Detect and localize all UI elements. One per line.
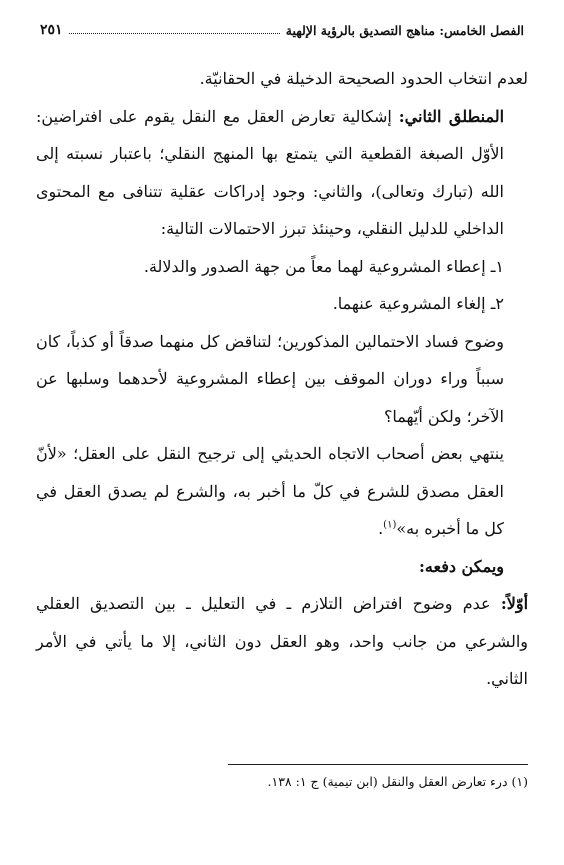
- page-number: ٢٥١: [40, 22, 63, 38]
- hadith-view-end: .: [378, 519, 384, 538]
- list-item-2: ٢ـ إلغاء المشروعية عنهما.: [332, 294, 504, 313]
- paragraph-first-point: [36, 585, 528, 698]
- list-item-1: ١ـ إعطاء المشروعية لهما معاً من جهة الصدور والدلالة.: [143, 256, 504, 276]
- first-point-text: عدم وضوح افتراض التلازم ـ في التعليل ـ بين التصديق العقلي والشرعي من جانب واحد، وهو العقل دون الثاني، إلا ما يأتي في الأمر الثاني.: [36, 594, 528, 688]
- header-dotted-leader: [69, 32, 280, 34]
- body-text: [36, 60, 528, 698]
- paragraph-clarity: وضوح فساد الاحتمالين المذكورين؛ لتناقض كل منهما صدقاً أو كذباً، كان سبباً وراء دوران الموقف بين إعطاء المشروعية لأحدهما وسلبها عن الآخر؛ ولكن أيّهما؟: [36, 331, 504, 426]
- paragraph-continuation: لعدم انتخاب الحدود الصحيحة الدخيلة في الحقانيّة.: [199, 69, 528, 88]
- chapter-title: الفصل الخامس: مناهج التصديق بالرؤية الإلهية: [285, 23, 524, 38]
- paragraph-second-premise: [36, 98, 528, 248]
- footnote: (١) درء تعارض العقل والنقل (ابن تيمية) ج ١: ١٣٨.: [267, 774, 528, 789]
- footnote-separator: [228, 764, 528, 765]
- refutation-heading: ويمكن دفعه:: [419, 556, 504, 576]
- footnote-reference: (١): [383, 519, 397, 531]
- second-premise-heading: المنطلق الثاني:: [398, 106, 505, 126]
- first-point-label: أوّلاً:: [500, 594, 529, 613]
- paragraph-hadith-view: [36, 435, 528, 548]
- running-header: [40, 16, 524, 38]
- second-premise-text: إشكالية تعارض العقل مع النقل يقوم على افتراضين: الأوّل الصبغة القطعية التي يتمتع بها المنهج النقلي؛ باعتبار نسبته إلى الله (تبارك وتعالى)، والثاني: وجود إدراكات عقلية تتنافى مع المحتوى الداخلي للدليل النقلي، وحينئذ تبرز الاحتمالات التالية:: [36, 106, 504, 238]
- hadith-view-text: ينتهي بعض أصحاب الاتجاه الحديثي إلى ترجيح النقل على العقل؛ «لأنّ العقل مصدق للشرع في كلّ ما أخبر به، والشرع لم يصدق العقل في كل ما أخبره به»: [36, 444, 504, 538]
